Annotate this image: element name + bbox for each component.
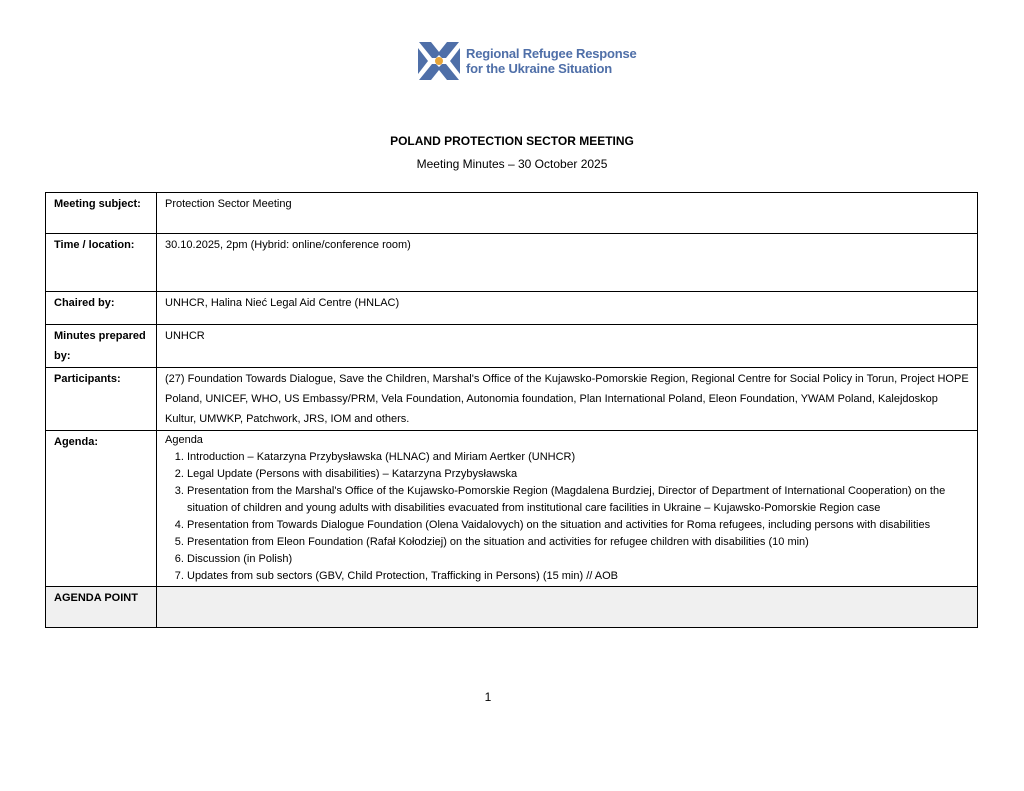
list-item: 5. Presentation from Eleon Foundation (Rafał Kołodziej) on the situation and activities for refugee children with disabilities (10 min) xyxy=(187,534,969,551)
row-value: (27) Foundation Towards Dialogue, Save the Children, Marshal's Office of the Kujawsko-Pomorskie Region, Regional Centre for Social Policy in Torun, Project HOPE Poland, UNICEF, WHO, US Embassy/PRM, Vela Foundation, Autonomia foundation, Plan International Poland, Eleon Foundation, YWAM Poland, Kalejdoskop Kultur, UMWKP, Patchwork, JRS, IOM and others. xyxy=(157,368,978,431)
regional-refugee-response-logo-icon xyxy=(416,38,462,84)
agenda-label: Agenda: xyxy=(46,431,157,587)
logo xyxy=(416,38,637,84)
table-row xyxy=(46,292,978,325)
list-item: 2. Legal Update (Persons with disabilities) – Katarzyna Przybysławska xyxy=(187,466,969,483)
table-row xyxy=(46,325,978,368)
document-title: POLAND PROTECTION SECTOR MEETING xyxy=(390,134,634,148)
list-item: 4. Presentation from Towards Dialogue Foundation (Olena Vaidalovych) on the situation and activities for Roma refugees, including persons with disabilities xyxy=(187,517,969,534)
list-item: 3. Presentation from the Marshal's Office of the Kujawsko-Pomorskie Region (Magdalena Burdziej, Director of Department of International Cooperation) on the situation of children and young adults with disabilities evacuated from institutional care facilities in Ukraine – Kujawsko-Pomorskie Region case xyxy=(187,483,969,517)
agenda-point-label: AGENDA POINT xyxy=(46,587,157,628)
row-value: UNHCR xyxy=(157,325,978,368)
list-item: 7. Updates from sub sectors (GBV, Child Protection, Trafficking in Persons) (15 min) // AOB xyxy=(187,568,969,585)
agenda-row xyxy=(46,431,978,587)
row-label: Chaired by: xyxy=(46,292,157,325)
agenda-point-value xyxy=(157,587,978,628)
page-number: 1 xyxy=(484,690,492,704)
list-item: 1. Introduction – Katarzyna Przybysławska (HLNAC) and Miriam Aertker (UNHCR) xyxy=(187,449,969,466)
row-value: 30.10.2025, 2pm (Hybrid: online/conference room) xyxy=(157,234,978,292)
row-value: UNHCR, Halina Nieć Legal Aid Centre (HNLAC) xyxy=(157,292,978,325)
document-subtitle: Meeting Minutes – 30 October 2025 xyxy=(416,157,608,171)
agenda-heading: Agenda xyxy=(165,434,203,446)
logo-line-2: for the Ukraine Situation xyxy=(466,61,612,76)
row-label: Minutes prepared by: xyxy=(46,325,157,368)
agenda-list xyxy=(165,449,969,585)
minutes-table xyxy=(45,192,978,628)
table-row xyxy=(46,368,978,431)
row-label: Meeting subject: xyxy=(46,193,157,234)
agenda-point-row xyxy=(46,587,978,628)
agenda-cell xyxy=(157,431,978,587)
row-label: Time / location: xyxy=(46,234,157,292)
logo-line-1: Regional Refugee Response xyxy=(466,46,637,61)
table-row xyxy=(46,193,978,234)
list-item: 6. Discussion (in Polish) xyxy=(187,551,969,568)
row-value: Protection Sector Meeting xyxy=(157,193,978,234)
row-label: Participants: xyxy=(46,368,157,431)
logo-text xyxy=(466,46,637,76)
table-row xyxy=(46,234,978,292)
